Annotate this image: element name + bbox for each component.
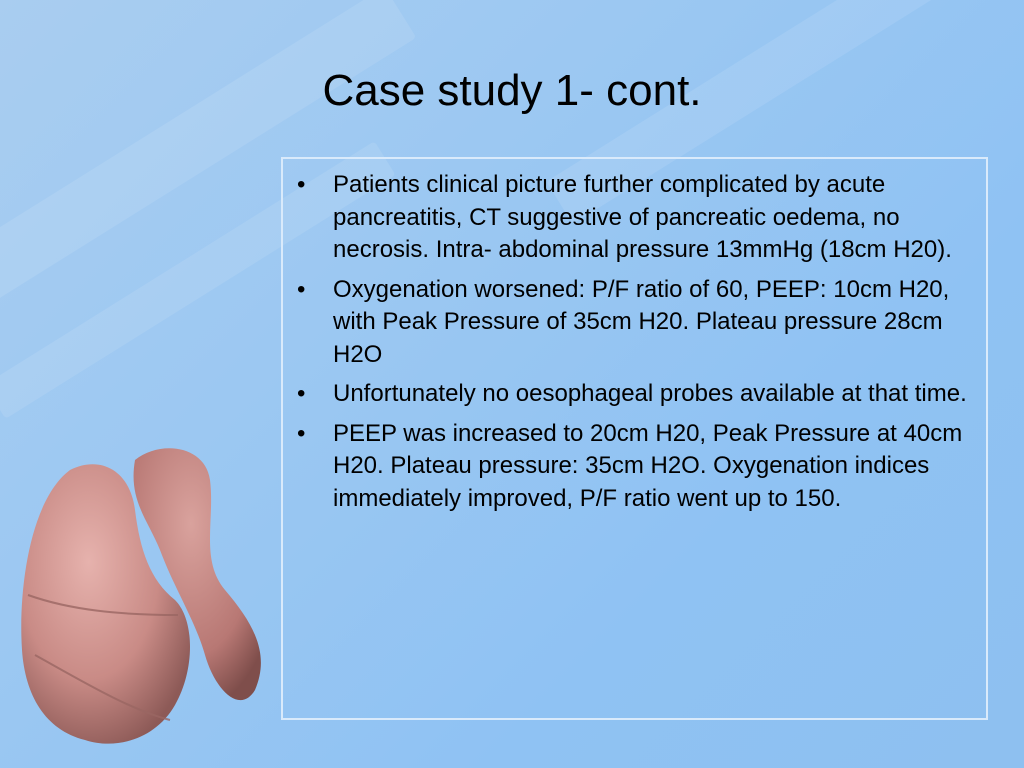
bullet-text: PEEP was increased to 20cm H20, Peak Pressure at 40cm H20. Plateau pressure: 35cm H2O. Oxygenation indices immediately improved, P/F ratio went up to 150. [333, 419, 963, 512]
bullet-item [297, 169, 977, 267]
bullet-item [297, 274, 977, 372]
bullet-text: Unfortunately no oesophageal probes available at that time. [333, 380, 967, 407]
bullet-item [297, 378, 977, 411]
lung-icon [0, 440, 275, 750]
bullet-text: Patients clinical picture further complicated by acute pancreatitis, CT suggestive of pancreatic oedema, no necrosis. Intra- abdominal pressure 13mmHg (18cm H20). [333, 171, 952, 263]
bullet-dot: • [297, 419, 306, 447]
content-box [281, 157, 988, 720]
slide-title: Case study 1- cont. [322, 66, 702, 115]
bullet-item [297, 418, 977, 516]
bullet-list [297, 169, 977, 522]
bullet-dot: • [297, 275, 306, 303]
bullet-dot: • [297, 171, 306, 198]
bullet-dot: • [297, 380, 306, 407]
bullet-text: Oxygenation worsened: P/F ratio of 60, PEEP: 10cm H20, with Peak Pressure of 35cm H20. Plateau pressure 28cm H2O [333, 275, 950, 368]
